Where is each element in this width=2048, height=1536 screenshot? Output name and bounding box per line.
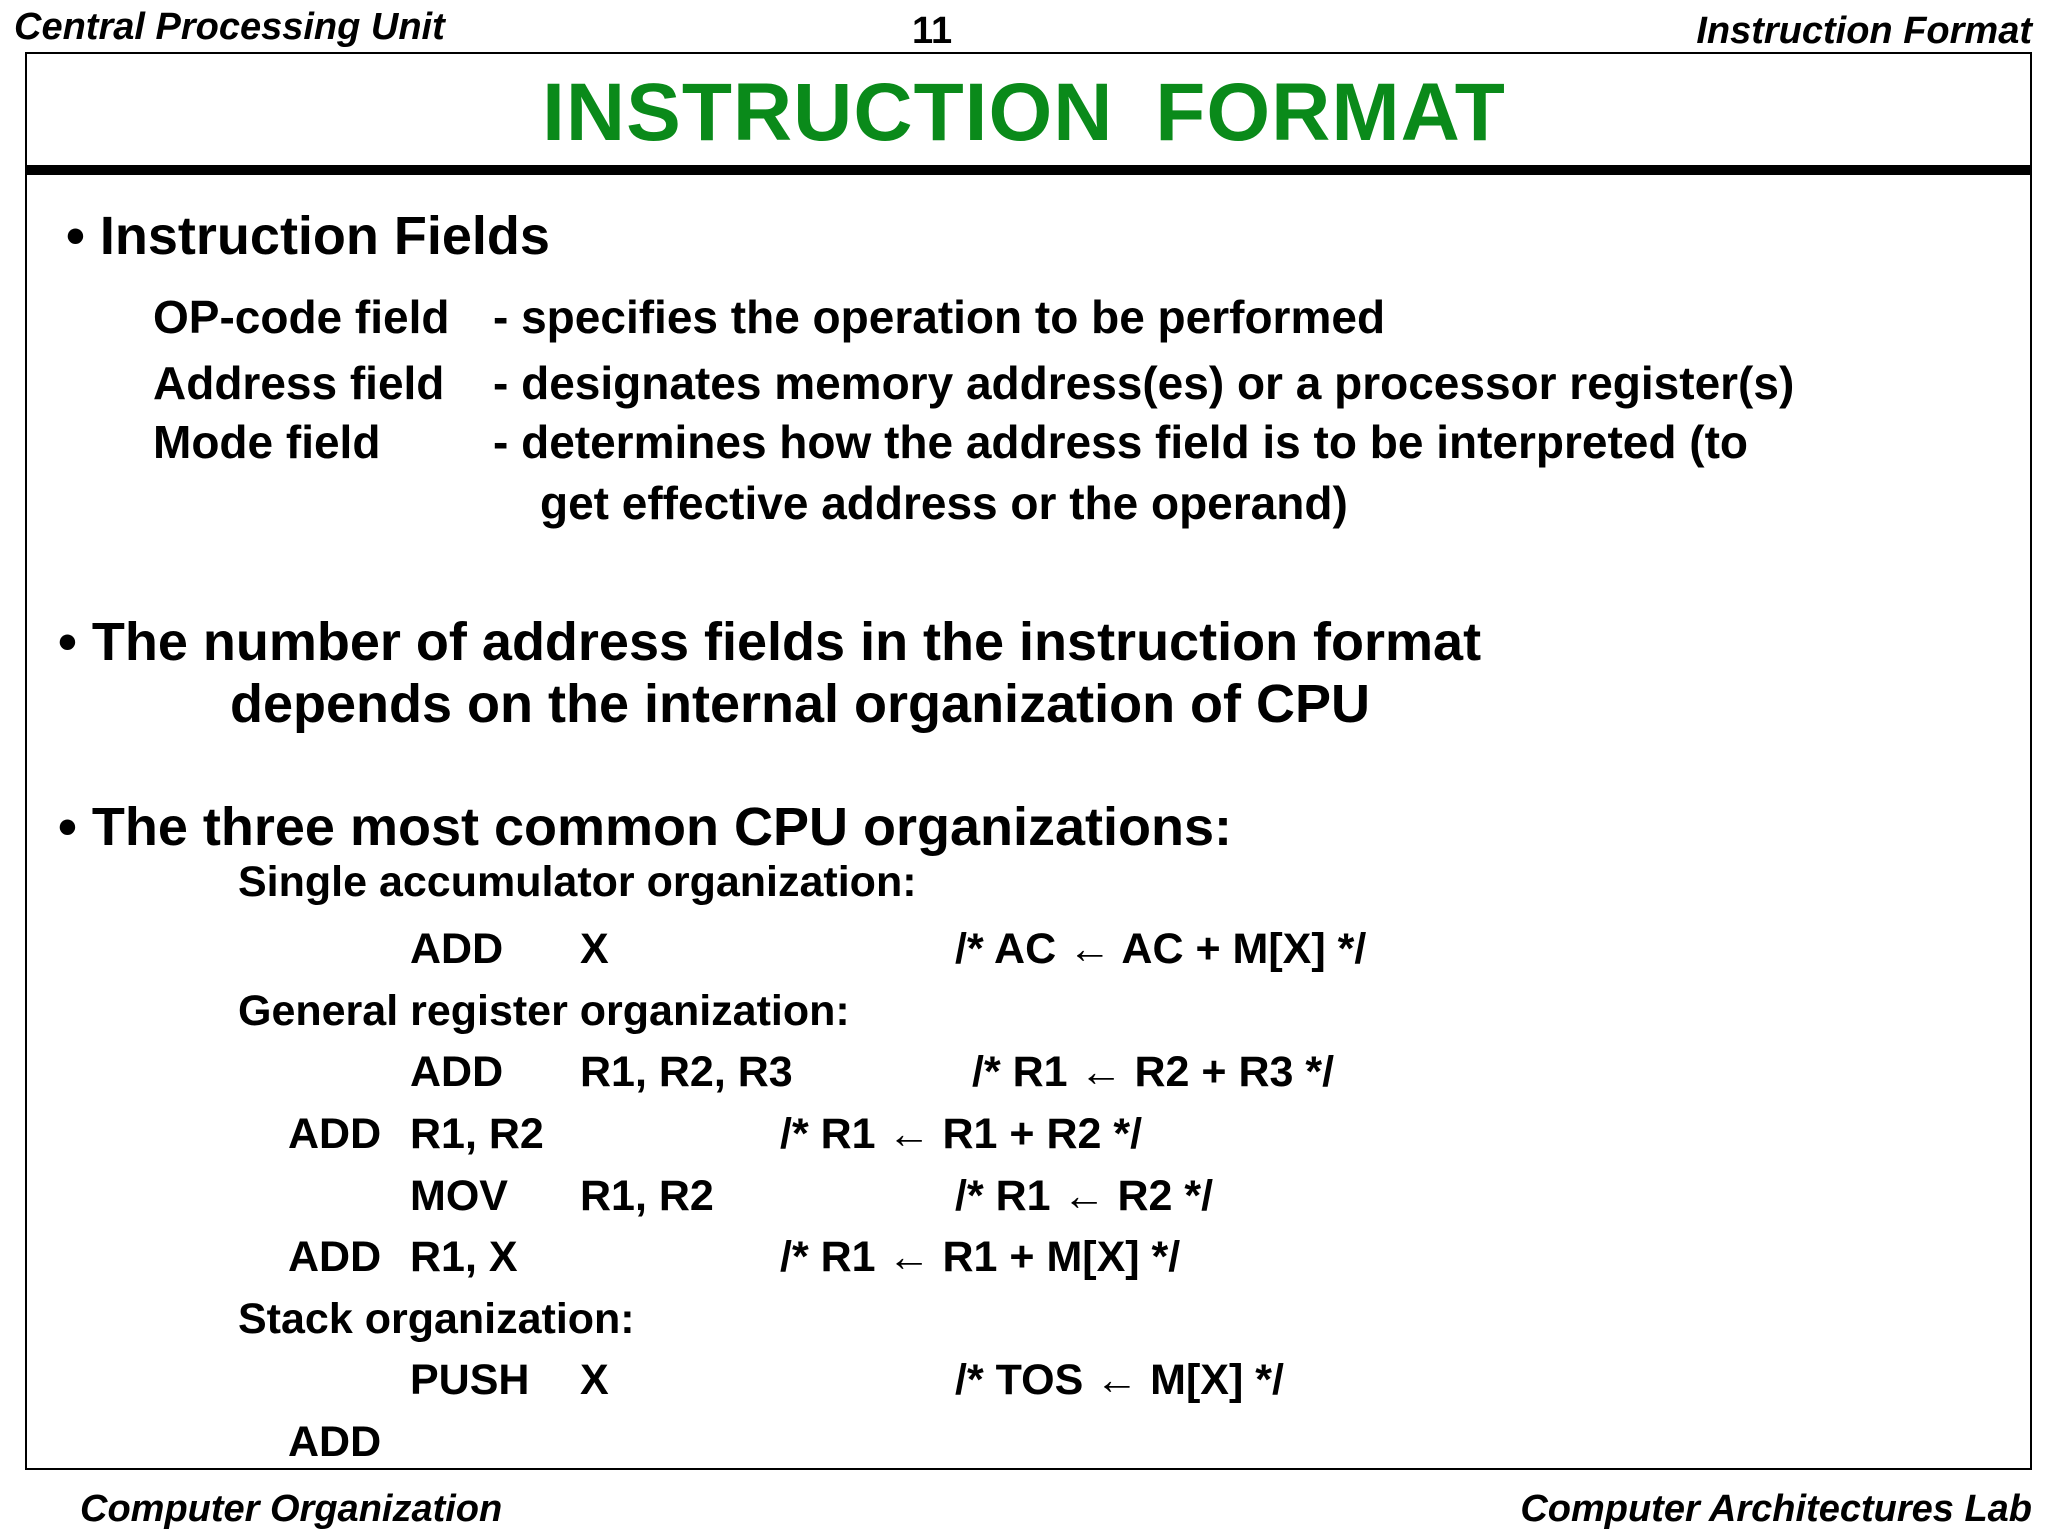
field-desc-mode: - determines how the address field is to be interpreted (to xyxy=(493,416,1748,468)
field-desc-mode-cont: get effective address or the operand) xyxy=(540,477,1348,529)
code-op: ADD xyxy=(410,1048,504,1096)
bullet-cpu-organizations: • The three most common CPU organizations: xyxy=(58,797,1233,857)
bullet-address-fields-cont: depends on the internal organization of CPU xyxy=(230,674,1371,734)
footer-left: Computer Organization xyxy=(80,1488,503,1530)
code-comment: /* R1 ← R1 + R2 */ xyxy=(780,1110,1143,1158)
code-arg: R1, R2 xyxy=(580,1172,714,1220)
label-general-register: General register organization: xyxy=(238,987,850,1035)
code-arg: R1, X xyxy=(410,1233,518,1281)
field-name-opcode: OP-code field xyxy=(153,291,450,343)
header-left: Central Processing Unit xyxy=(14,6,445,48)
code-op: ADD xyxy=(288,1233,382,1281)
title-rule xyxy=(25,165,2032,175)
bullet-address-fields: • The number of address fields in the instruction format xyxy=(58,612,1482,672)
code-op: PUSH xyxy=(410,1356,530,1404)
code-op: ADD xyxy=(410,925,504,973)
code-arg: R1, R2, R3 xyxy=(580,1048,793,1096)
field-name-address: Address field xyxy=(153,357,445,409)
code-op: MOV xyxy=(410,1172,508,1220)
code-arg: X xyxy=(580,1356,609,1404)
code-comment: /* R1 ← R2 + R3 */ xyxy=(972,1048,1335,1096)
code-op: ADD xyxy=(288,1418,382,1466)
bullet-instruction-fields: • Instruction Fields xyxy=(66,206,550,266)
field-name-mode: Mode field xyxy=(153,416,381,468)
slide-title: INSTRUCTION FORMAT xyxy=(542,67,1506,158)
header-right: Instruction Format xyxy=(1696,10,2032,52)
code-arg: R1, R2 xyxy=(410,1110,544,1158)
code-comment: /* AC ← AC + M[X] */ xyxy=(955,925,1367,973)
field-desc-address: - designates memory address(es) or a processor register(s) xyxy=(493,357,1795,409)
code-comment: /* TOS ← M[X] */ xyxy=(955,1356,1284,1404)
code-comment: /* R1 ← R2 */ xyxy=(955,1172,1214,1220)
code-arg: X xyxy=(580,925,609,973)
label-single-accumulator: Single accumulator organization: xyxy=(238,858,917,906)
label-stack: Stack organization: xyxy=(238,1295,635,1343)
page-number: 11 xyxy=(912,10,953,52)
field-desc-opcode: - specifies the operation to be performed xyxy=(493,291,1386,343)
code-op: ADD xyxy=(288,1110,382,1158)
footer-right: Computer Architectures Lab xyxy=(1520,1488,2032,1530)
code-comment: /* R1 ← R1 + M[X] */ xyxy=(780,1233,1181,1281)
